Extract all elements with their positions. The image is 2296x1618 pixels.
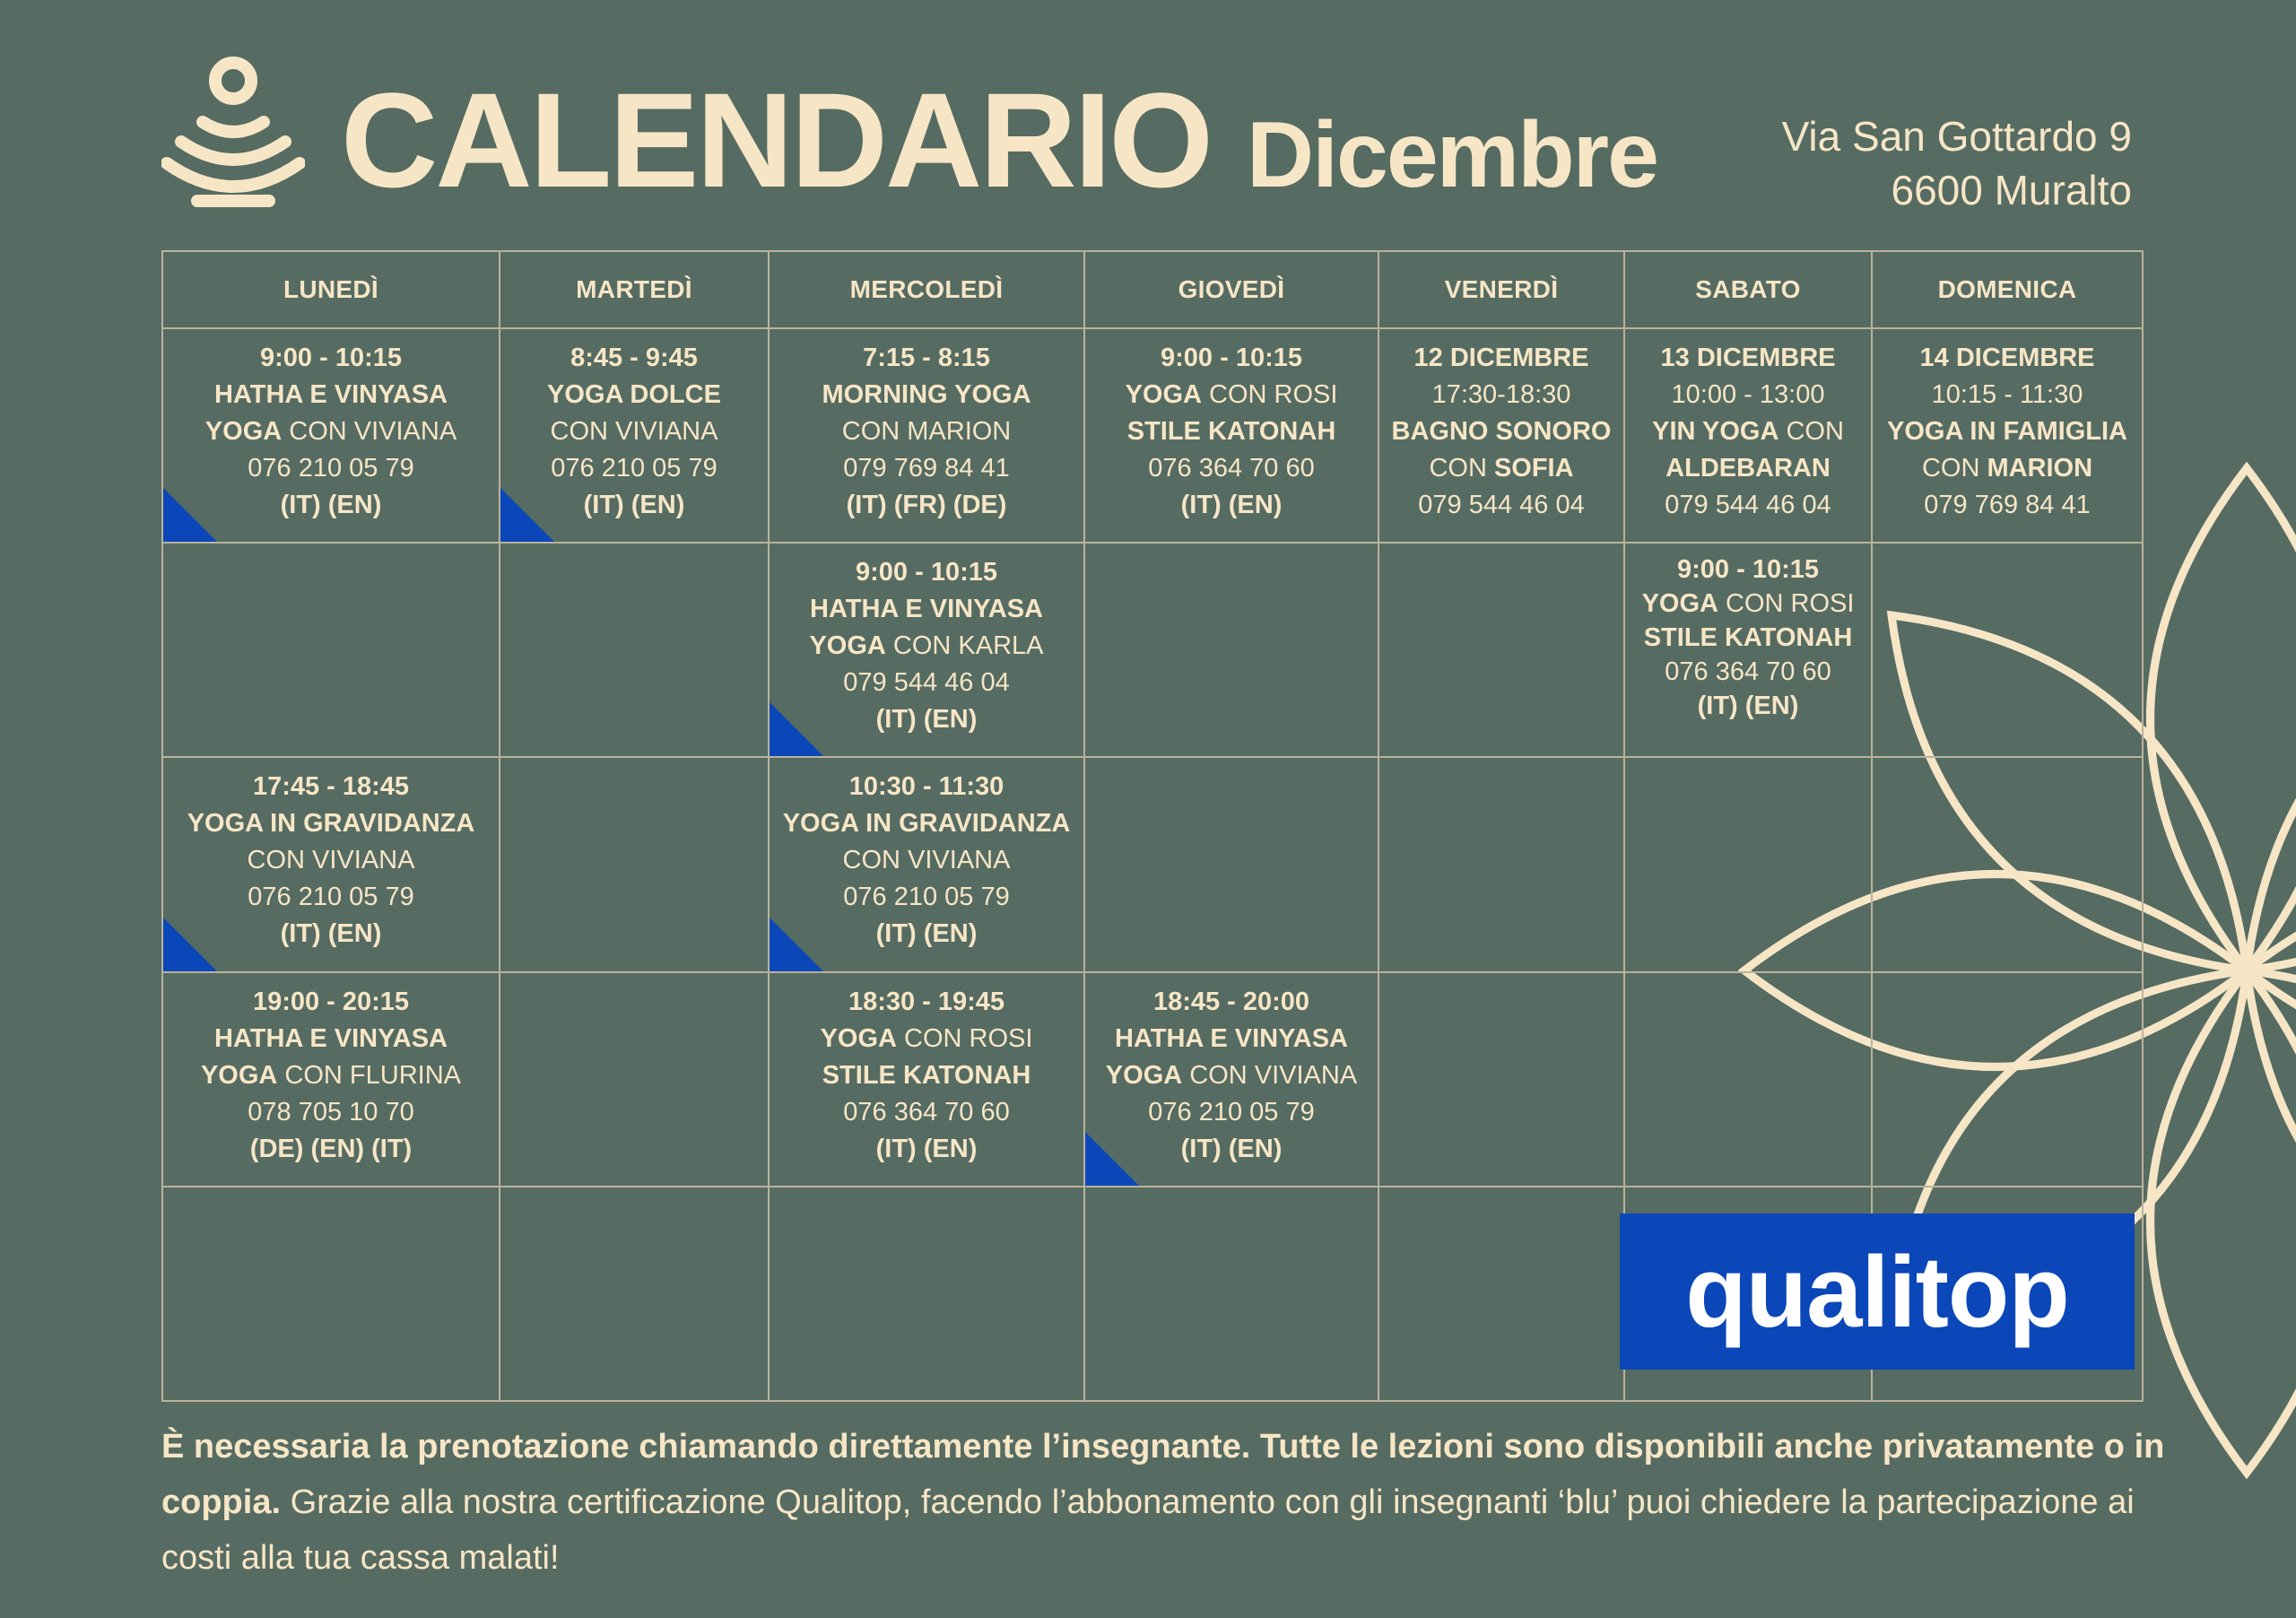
- class-text: YOGA IN GRAVIDANZA: [187, 809, 475, 839]
- schedule-cell: [1624, 328, 1872, 543]
- class-text: (IT) (EN): [280, 919, 382, 949]
- class-line: [163, 377, 499, 413]
- class-entry[interactable]: [770, 329, 1083, 524]
- class-text: 18:45 - 20:00: [1152, 987, 1310, 1016]
- class-entry[interactable]: [1379, 329, 1623, 524]
- class-text: YOGA: [809, 631, 886, 661]
- class-line: [1625, 552, 1871, 587]
- schedule-cell: [162, 972, 500, 1187]
- schedule-cell: [500, 543, 769, 757]
- calendar-title: CALENDARIO: [341, 65, 1211, 215]
- class-entry[interactable]: [163, 973, 499, 1168]
- class-text: 076 364 70 60: [843, 1097, 1010, 1127]
- class-line: [163, 450, 499, 487]
- class-line: [770, 487, 1083, 524]
- class-text: 14 DICEMBRE: [1919, 344, 2095, 372]
- schedule-cell: [1872, 757, 2143, 971]
- day-header-friday: VENERDÌ: [1378, 251, 1624, 328]
- class-text: CON VIVIANA: [550, 417, 718, 446]
- schedule-cell: [162, 328, 500, 543]
- class-line: [500, 377, 768, 413]
- class-text: 078 705 10 70: [248, 1097, 414, 1127]
- class-text: 076 210 05 79: [248, 454, 414, 483]
- class-line: [1379, 413, 1623, 450]
- booking-note-regular: Grazie alla nostra certificazione Qualitop, facendo l’abbonamento con gli insegnanti ‘blu’ puoi chiedere la partecipazione ai costi alla tua cassa malati!: [161, 1483, 2135, 1577]
- class-text: 10:30 - 11:30: [848, 772, 1004, 802]
- month-title: Dicembre: [1246, 103, 1657, 207]
- class-text: (IT) (EN): [1180, 1134, 1283, 1163]
- class-text: (IT) (EN): [1697, 692, 1799, 721]
- page-title: [341, 63, 1657, 215]
- class-text: YOGA IN GRAVIDANZA: [782, 809, 1071, 839]
- meditation-logo-icon: [161, 52, 305, 213]
- class-text: (IT) (EN): [875, 705, 978, 735]
- class-line: [1085, 340, 1378, 377]
- class-line: [770, 340, 1083, 377]
- class-text: 9:00 - 10:15: [1677, 555, 1819, 585]
- class-text: YOGA: [204, 417, 283, 446]
- class-line: [500, 340, 768, 377]
- day-header-wednesday: MERCOLEDÌ: [769, 251, 1084, 328]
- table-row: [162, 757, 2143, 971]
- class-line: [163, 805, 499, 842]
- schedule-cell: [500, 972, 769, 1187]
- schedule-cell: [1872, 328, 2143, 543]
- class-line: [1625, 450, 1871, 487]
- class-line: [770, 984, 1083, 1021]
- class-entry[interactable]: [1625, 329, 1871, 524]
- schedule-cell: [1084, 972, 1378, 1187]
- class-text: YOGA: [1105, 1060, 1183, 1090]
- class-text: HATHA E VINYASA: [214, 380, 448, 409]
- day-header-thursday: GIOVEDÌ: [1084, 251, 1378, 328]
- class-text: CON VIVIANA: [842, 846, 1011, 875]
- class-text: (IT) (EN): [875, 1134, 978, 1163]
- qualitop-teacher-marker: [770, 702, 823, 756]
- class-text: BAGNO SONORO: [1391, 417, 1612, 446]
- class-text: 18:30 - 19:45: [848, 987, 1005, 1016]
- class-text: CON KARLA: [885, 631, 1044, 661]
- class-line: [1085, 984, 1378, 1021]
- class-text: 076 210 05 79: [551, 454, 718, 483]
- class-line: [1625, 340, 1871, 377]
- class-text: CON: [1921, 454, 1987, 483]
- class-line: [770, 665, 1083, 701]
- class-line: [163, 769, 499, 805]
- class-text: 12 DICEMBRE: [1413, 344, 1589, 372]
- class-text: CON: [1429, 454, 1494, 483]
- class-line: [1625, 413, 1871, 450]
- schedule-cell: [500, 1187, 769, 1401]
- schedule-cell: [1624, 543, 1872, 757]
- class-text: 17:45 - 18:45: [252, 772, 410, 802]
- day-header-saturday: SABATO: [1624, 251, 1872, 328]
- flower-petal: [2151, 970, 2296, 1473]
- flower-petal: [2151, 468, 2296, 970]
- schedule-cell: [769, 757, 1084, 971]
- schedule-cell: [1084, 757, 1378, 971]
- booking-note-bold: È necessaria la prenotazione chiamando direttamente l’insegnante. Tutte le lezioni sono disponibili anche privatamente o in coppia.: [161, 1428, 2165, 1521]
- table-row: [162, 972, 2143, 1187]
- day-header-row: [162, 251, 2143, 328]
- schedule-cell: [500, 328, 769, 543]
- schedule-cell: [500, 757, 769, 971]
- class-text: 076 364 70 60: [1665, 657, 1831, 687]
- class-text: 076 210 05 79: [843, 883, 1010, 912]
- schedule-cell: [769, 543, 1084, 757]
- class-line: [1873, 377, 2142, 413]
- class-line: [1873, 413, 2142, 450]
- table-row: [162, 328, 2143, 543]
- class-text: 10:15 - 11:30: [1931, 380, 2083, 409]
- address-city: 6600 Muralto: [1891, 167, 2132, 213]
- class-line: [500, 413, 768, 450]
- class-text: (DE) (EN) (IT): [249, 1134, 413, 1163]
- class-text: 19:00 - 20:15: [252, 987, 410, 1016]
- class-text: (IT) (FR) (DE): [846, 491, 1007, 519]
- class-text: HATHA E VINYASA: [1115, 1023, 1348, 1053]
- schedule-cell: [162, 1187, 500, 1401]
- class-text: (IT) (EN): [875, 919, 978, 949]
- class-line: [770, 377, 1083, 413]
- schedule-cell: [1872, 543, 2143, 757]
- class-text: 079 544 46 04: [1665, 491, 1831, 519]
- qualitop-teacher-marker: [1085, 1132, 1139, 1186]
- class-line: [1873, 487, 2142, 524]
- class-text: CON VIVIANA: [1182, 1060, 1358, 1090]
- address-street: Via San Gottardo 9: [1781, 113, 2132, 160]
- class-text: MORNING YOGA: [822, 380, 1031, 409]
- class-line: [770, 628, 1083, 665]
- class-line: [1085, 377, 1378, 413]
- schedule-cell: [1378, 972, 1624, 1187]
- class-text: YIN YOGA: [1652, 417, 1779, 446]
- class-line: [770, 1021, 1083, 1057]
- class-text: (IT) (EN): [583, 491, 685, 519]
- class-line: [770, 413, 1083, 450]
- class-text: 076 364 70 60: [1148, 454, 1315, 483]
- day-header-tuesday: MARTEDÌ: [500, 251, 769, 328]
- schedule-cell: [1624, 972, 1872, 1187]
- class-line: [1085, 1057, 1378, 1094]
- class-text: 8:45 - 9:45: [570, 344, 698, 372]
- schedule-cell: [1084, 543, 1378, 757]
- class-line: [1625, 487, 1871, 524]
- class-text: (IT) (EN): [280, 491, 382, 519]
- class-text: (IT) (EN): [1180, 491, 1283, 519]
- schedule-cell: [1624, 757, 1872, 971]
- schedule-cell: [1378, 328, 1624, 543]
- class-line: [770, 879, 1083, 916]
- class-text: YOGA: [1641, 589, 1718, 619]
- class-text: 076 210 05 79: [1148, 1097, 1315, 1127]
- class-text: YOGA: [200, 1060, 278, 1090]
- class-text: HATHA E VINYASA: [214, 1023, 448, 1053]
- class-line: [163, 340, 499, 377]
- schedule-cell: [1084, 328, 1378, 543]
- booking-note: [161, 1419, 2179, 1586]
- class-text: 079 769 84 41: [1924, 491, 2091, 519]
- class-line: [1085, 1021, 1378, 1057]
- schedule-cell: [1378, 543, 1624, 757]
- qualitop-teacher-marker: [500, 488, 554, 542]
- class-line: [1379, 450, 1623, 487]
- class-text: CON VIVIANA: [282, 417, 457, 446]
- class-text: MARION: [1987, 454, 2093, 483]
- class-text: CON ROSI: [1201, 380, 1338, 409]
- class-text: YOGA: [820, 1023, 897, 1053]
- class-line: [1379, 340, 1623, 377]
- class-text: SOFIA: [1493, 454, 1574, 483]
- class-line: [163, 984, 499, 1021]
- class-text: 9:00 - 10:15: [1161, 344, 1302, 372]
- class-line: [163, 1057, 499, 1094]
- class-entry[interactable]: [1085, 329, 1378, 524]
- class-text: CON ROSI: [1718, 589, 1855, 619]
- class-line: [1085, 487, 1378, 524]
- class-text: HATHA E VINYASA: [810, 595, 1043, 624]
- schedule-cell: [162, 757, 500, 971]
- class-line: [770, 450, 1083, 487]
- class-text: YOGA DOLCE: [547, 380, 721, 409]
- class-line: [1625, 655, 1871, 689]
- schedule-cell: [1084, 1187, 1378, 1401]
- class-line: [1625, 621, 1871, 655]
- class-line: [770, 1094, 1083, 1131]
- schedule-cell: [769, 1187, 1084, 1401]
- class-line: [770, 769, 1083, 805]
- schedule-cell: [1378, 757, 1624, 971]
- class-line: [1379, 487, 1623, 524]
- class-line: [163, 1131, 499, 1168]
- class-text: CON: [1779, 417, 1844, 446]
- class-line: [1873, 450, 2142, 487]
- class-text: YOGA IN FAMIGLIA: [1887, 417, 2127, 446]
- class-text: YOGA: [1125, 380, 1202, 409]
- class-text: STILE KATONAH: [1643, 623, 1853, 653]
- class-line: [163, 879, 499, 916]
- schedule-cell: [769, 328, 1084, 543]
- class-line: [770, 554, 1083, 591]
- schedule-cell: [1378, 1187, 1624, 1401]
- class-entry[interactable]: [1625, 544, 1871, 723]
- class-line: [163, 413, 499, 450]
- address: [1782, 109, 2132, 217]
- class-line: [500, 450, 768, 487]
- class-line: [770, 1057, 1083, 1094]
- class-text: 079 544 46 04: [1418, 491, 1585, 519]
- class-text: 079 544 46 04: [843, 668, 1010, 698]
- class-line: [1085, 450, 1378, 487]
- class-line: [770, 805, 1083, 842]
- schedule-cell: [162, 543, 500, 757]
- class-text: 9:00 - 10:15: [260, 344, 402, 372]
- class-line: [1625, 587, 1871, 621]
- table-row: [162, 543, 2143, 757]
- class-entry[interactable]: [770, 973, 1083, 1168]
- class-text: 13 DICEMBRE: [1660, 344, 1836, 372]
- class-line: [163, 1094, 499, 1131]
- class-text: STILE KATONAH: [822, 1060, 1031, 1090]
- class-line: [770, 842, 1083, 879]
- class-text: 9:00 - 10:15: [856, 558, 997, 587]
- class-entry[interactable]: [1873, 329, 2142, 524]
- day-header-sunday: DOMENICA: [1872, 251, 2143, 328]
- schedule-cell: [769, 972, 1084, 1187]
- class-text: ALDEBARAN: [1665, 454, 1831, 483]
- qualitop-teacher-marker: [770, 918, 823, 971]
- class-text: 079 769 84 41: [843, 454, 1010, 483]
- class-text: 7:15 - 8:15: [863, 344, 990, 372]
- qualitop-logo: qualitop: [1620, 1214, 2135, 1370]
- qualitop-teacher-marker: [163, 488, 217, 542]
- class-text: CON VIVIANA: [247, 846, 415, 875]
- class-line: [770, 1131, 1083, 1168]
- class-text: STILE KATONAH: [1126, 417, 1336, 446]
- class-line: [1625, 689, 1871, 723]
- class-line: [1625, 377, 1871, 413]
- qualitop-teacher-marker: [163, 918, 217, 971]
- class-line: [1873, 340, 2142, 377]
- class-line: [1379, 377, 1623, 413]
- class-text: 076 210 05 79: [248, 883, 414, 912]
- class-line: [1085, 1094, 1378, 1131]
- class-text: 17:30-18:30: [1431, 380, 1571, 409]
- class-text: CON FLURINA: [277, 1060, 462, 1090]
- class-line: [163, 842, 499, 879]
- schedule-cell: [1872, 972, 2143, 1187]
- class-line: [770, 591, 1083, 628]
- class-text: 10:00 - 13:00: [1671, 380, 1825, 409]
- day-header-monday: LUNEDÌ: [162, 251, 500, 328]
- class-line: [1085, 413, 1378, 450]
- class-text: CON MARION: [841, 417, 1012, 446]
- class-text: CON ROSI: [896, 1023, 1033, 1053]
- class-line: [163, 1021, 499, 1057]
